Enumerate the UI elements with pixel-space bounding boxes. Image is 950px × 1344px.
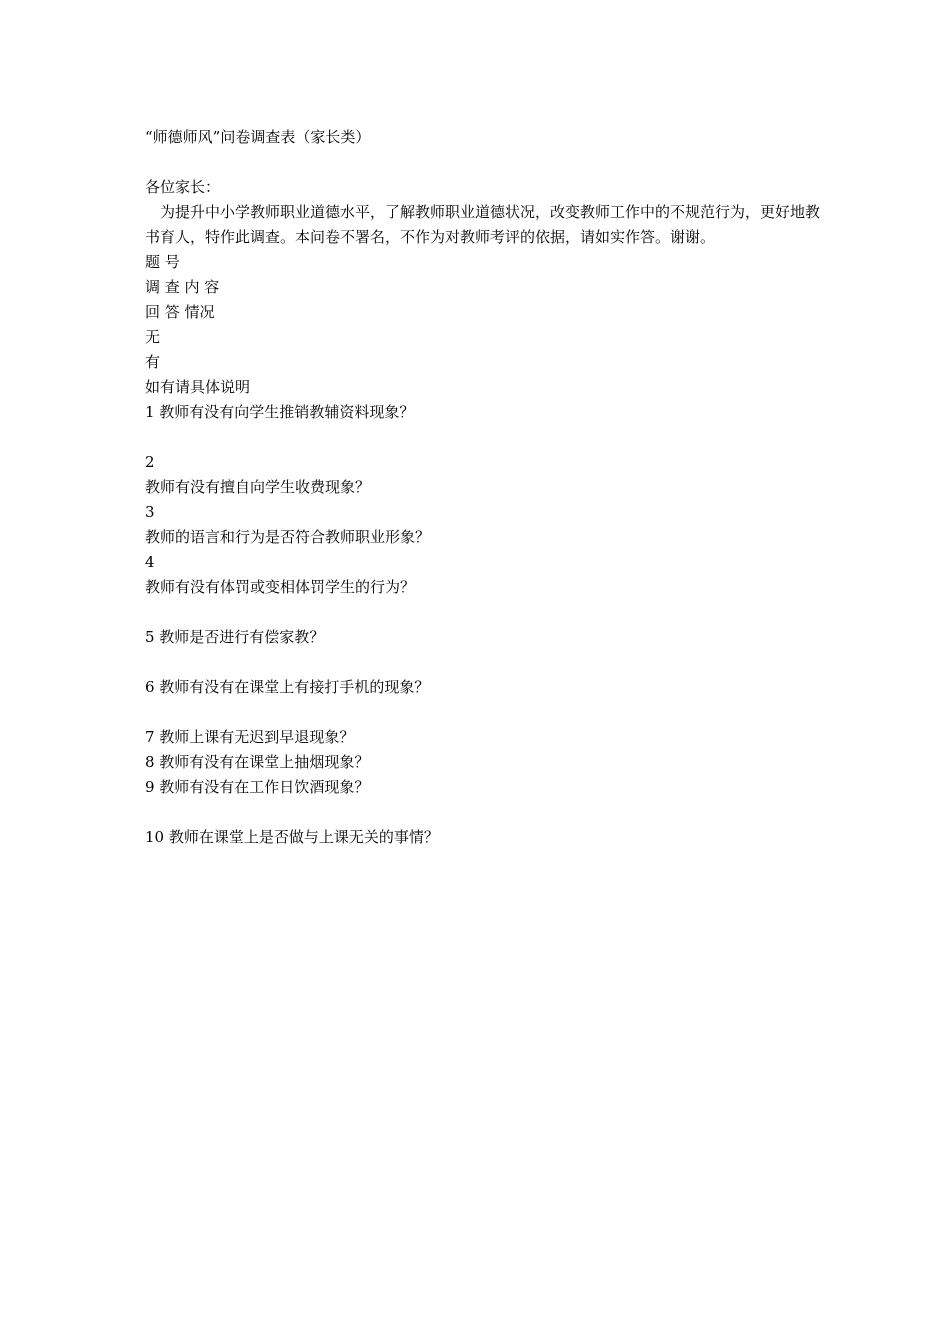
header-number-text: 题 号 bbox=[145, 253, 180, 271]
question-10: 10 教师在课堂上是否做与上课无关的事情？ bbox=[145, 828, 439, 846]
header-explain: 如有请具体说明 bbox=[145, 378, 251, 396]
header-yes: 有 bbox=[145, 353, 161, 371]
question-4: 教师有没有体罚或变相体罚学生的行为？ bbox=[145, 578, 416, 596]
question-3: 教师的语言和行为是否符合教师职业形象？ bbox=[145, 528, 431, 546]
header-answer-text: 回 答 情况 bbox=[145, 303, 215, 321]
question-7: 7 教师上课有无迟到早退现象？ bbox=[145, 728, 355, 746]
blank-line bbox=[145, 650, 825, 675]
blank-line bbox=[145, 600, 825, 625]
blank-line bbox=[145, 800, 825, 825]
question-4-number: 4 bbox=[145, 553, 155, 571]
intro-paragraph: 为提升中小学教师职业道德水平，了解教师职业道德状况，改变教师工作中的不规范行为，更好地教书育人，特作此调查。本问卷不署名，不作为对教师考评的依据，请如实作答。谢谢。 bbox=[145, 203, 821, 246]
document-title: “师德师风”问卷调查表（家长类） bbox=[145, 128, 371, 146]
question-5: 5 教师是否进行有偿家教？ bbox=[145, 628, 325, 646]
blank-line bbox=[145, 425, 825, 450]
question-9: 9 教师有没有在工作日饮酒现象？ bbox=[145, 778, 370, 796]
header-number bbox=[145, 250, 825, 275]
question-1: 1 教师有没有向学生推销教辅资料现象？ bbox=[145, 403, 415, 421]
header-content bbox=[145, 275, 825, 300]
question-2-number: 2 bbox=[145, 453, 155, 471]
header-content-text: 调 查 内 容 bbox=[145, 278, 220, 296]
question-3-number: 3 bbox=[145, 503, 155, 521]
blank-line bbox=[145, 150, 825, 175]
header-no: 无 bbox=[145, 328, 161, 346]
question-6: 6 教师有没有在课堂上有接打手机的现象？ bbox=[145, 678, 430, 696]
blank-line bbox=[145, 700, 825, 725]
question-8: 8 教师有没有在课堂上抽烟现象？ bbox=[145, 753, 370, 771]
question-2: 教师有没有擅自向学生收费现象？ bbox=[145, 478, 371, 496]
salutation: 各位家长： bbox=[145, 178, 221, 196]
questionnaire-document bbox=[145, 125, 825, 850]
header-answer bbox=[145, 300, 825, 325]
